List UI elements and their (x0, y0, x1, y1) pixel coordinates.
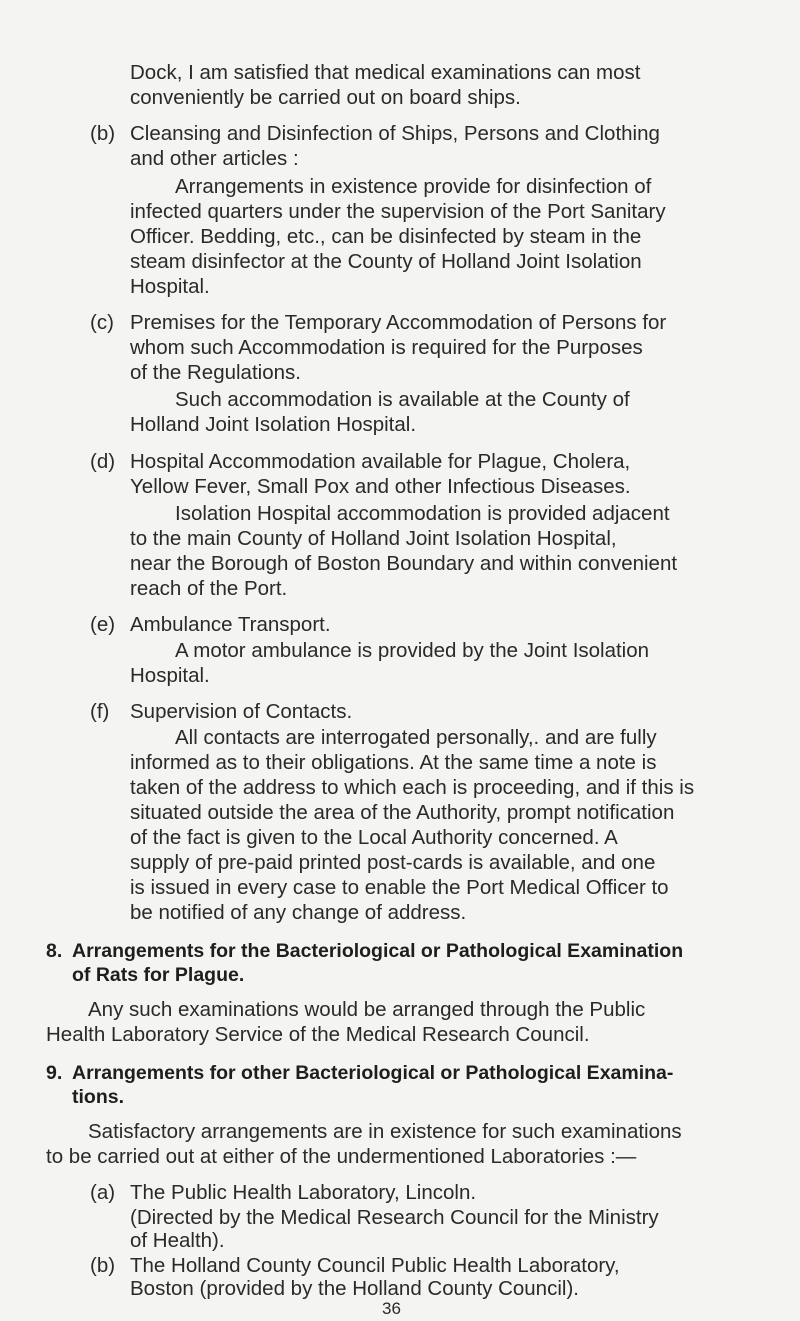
item-label: (e) (90, 613, 116, 636)
item-body: of the fact is given to the Local Authority concerned. A (130, 826, 618, 849)
item-body: All contacts are interrogated personally,. and are fully (175, 726, 657, 749)
item-body: reach of the Port. (130, 577, 288, 600)
item-heading: Yellow Fever, Small Pox and other Infectious Diseases. (130, 475, 631, 498)
item-label: (b) (90, 122, 116, 145)
item-body: be notified of any change of address. (130, 901, 467, 924)
item-body: supply of pre-paid printed post-cards is available, and one (130, 851, 656, 874)
item-body: Officer. Bedding, etc., can be disinfected by steam in the (130, 225, 642, 248)
section-title: Arrangements for the Bacteriological or Pathological Examination (72, 940, 684, 962)
section-body: to be carried out at either of the undermentioned Laboratories :— (46, 1145, 637, 1168)
item-label: (f) (90, 700, 110, 723)
section-body: Health Laboratory Service of the Medical Research Council. (46, 1023, 590, 1046)
item-body: steam disinfector at the County of Holland Joint Isolation (130, 250, 642, 273)
item-body: informed as to their obligations. At the same time a note is (130, 751, 657, 774)
item-body: Hospital. (130, 664, 210, 687)
item-body: Holland Joint Isolation Hospital. (130, 413, 417, 436)
item-body: situated outside the area of the Authority, prompt notification (130, 801, 675, 824)
intro-line: Dock, I am satisfied that medical examinations can most (130, 61, 641, 84)
section-number: 8. (46, 940, 63, 962)
item-heading: and other articles : (130, 147, 299, 170)
item-label: (d) (90, 450, 116, 473)
lab-line: The Public Health Laboratory, Lincoln. (130, 1181, 477, 1204)
section-title: of Rats for Plague. (72, 964, 245, 986)
item-body: taken of the address to which each is proceeding, and if this is (130, 776, 695, 799)
lab-label: (a) (90, 1181, 116, 1204)
item-body: Such accommodation is available at the County of (175, 388, 630, 411)
page-number: 36 (382, 1299, 401, 1318)
item-heading: Ambulance Transport. (130, 613, 331, 636)
item-body: Arrangements in existence provide for disinfection of (175, 175, 652, 198)
item-body: to the main County of Holland Joint Isolation Hospital, (130, 527, 617, 550)
item-body: infected quarters under the supervision of the Port Sanitary (130, 200, 666, 223)
section-body: Any such examinations would be arranged through the Public (88, 998, 646, 1021)
item-heading: Hospital Accommodation available for Plague, Cholera, (130, 450, 631, 473)
item-heading: Supervision of Contacts. (130, 700, 353, 723)
item-label: (c) (90, 311, 114, 334)
item-body: near the Borough of Boston Boundary and within convenient (130, 552, 678, 575)
item-heading: of the Regulations. (130, 361, 301, 384)
item-body: Isolation Hospital accommodation is provided adjacent (175, 502, 670, 525)
item-body: is issued in every case to enable the Port Medical Officer to (130, 876, 669, 899)
section-number: 9. (46, 1062, 63, 1084)
section-body: Satisfactory arrangements are in existence for such examinations (88, 1120, 682, 1143)
lab-line: (Directed by the Medical Research Council for the Ministry (130, 1206, 659, 1229)
lab-line: The Holland County Council Public Health Laboratory, (130, 1254, 620, 1277)
section-title: tions. (72, 1086, 124, 1108)
intro-line: conveniently be carried out on board ships. (130, 86, 521, 109)
lab-line: of Health). (130, 1229, 225, 1252)
lab-line: Boston (provided by the Holland County Council). (130, 1277, 579, 1300)
lab-label: (b) (90, 1254, 116, 1277)
item-heading: whom such Accommodation is required for the Purposes (130, 336, 643, 359)
item-body: A motor ambulance is provided by the Joint Isolation (175, 639, 650, 662)
section-title: Arrangements for other Bacteriological or Pathological Examina- (72, 1062, 674, 1084)
item-heading: Cleansing and Disinfection of Ships, Persons and Clothing (130, 122, 660, 145)
item-heading: Premises for the Temporary Accommodation of Persons for (130, 311, 667, 334)
item-body: Hospital. (130, 275, 210, 298)
